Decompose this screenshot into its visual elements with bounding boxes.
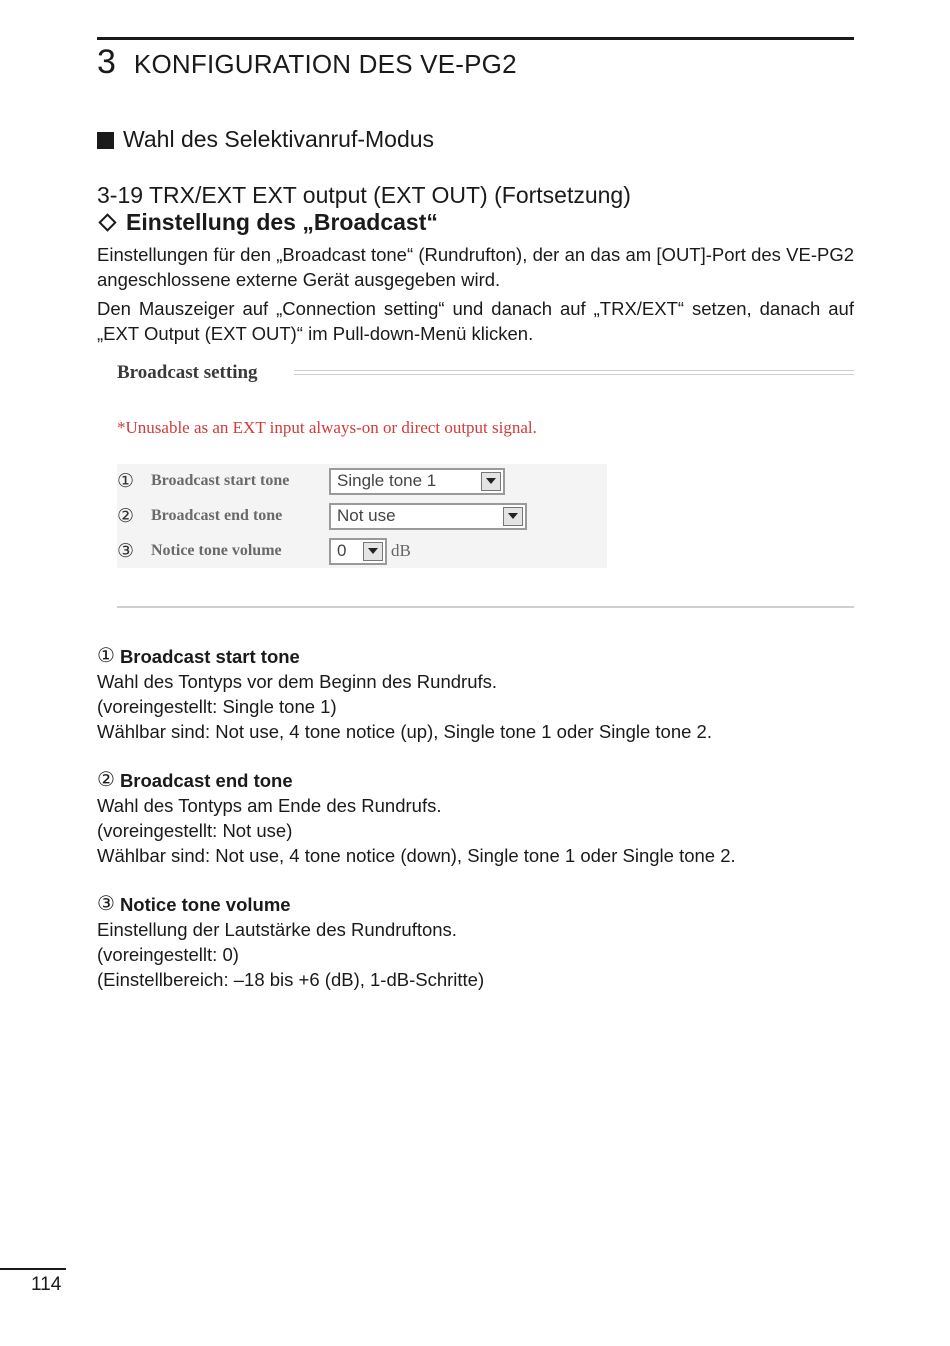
chevron-down-icon[interactable] <box>503 507 523 526</box>
square-bullet-icon <box>97 132 114 149</box>
chevron-down-icon[interactable] <box>481 472 501 491</box>
subsection-number-title: 3-19 TRX/EXT EXT output (EXT OUT) (Fortsetzung) <box>97 182 631 208</box>
section-heading <box>97 126 434 153</box>
screenshot-title: Broadcast setting <box>117 362 258 383</box>
item-line: Wählbar sind: Not use, 4 tone notice (down), Single tone 1 oder Single tone 2. <box>97 845 736 866</box>
setting-row-end-tone <box>117 501 527 531</box>
chapter-number: 3 <box>97 43 116 81</box>
item-number: ② <box>97 769 115 791</box>
item-heading <box>97 644 854 669</box>
instruction-paragraph: Den Mauszeiger auf „Connection setting“ und danach auf „TRX/EXT“ setzen, danach auf „EXT Output (EXT OUT)“ im Pull-down-Menü klicken. <box>97 298 854 344</box>
item-line: (voreingestellt: 0) <box>97 944 239 965</box>
row-label: Notice tone volume <box>151 542 282 559</box>
item-line: (Einstellbereich: –18 bis +6 (dB), 1-dB-Schritte) <box>97 969 485 990</box>
item-line: (voreingestellt: Not use) <box>97 820 293 841</box>
item-title: Notice tone volume <box>119 894 291 915</box>
item-number: ① <box>97 645 115 667</box>
broadcast-setting-screenshot <box>97 352 854 614</box>
item-number: ③ <box>97 893 115 915</box>
top-rule <box>97 37 854 40</box>
item-heading <box>97 768 854 793</box>
row-label: Broadcast end tone <box>151 507 283 524</box>
setting-row-volume <box>117 536 411 566</box>
item-notice-tone-volume <box>97 892 854 992</box>
broadcast-end-tone-select[interactable] <box>329 503 527 530</box>
item-line: Einstellung der Lautstärke des Rundruftons. <box>97 919 457 940</box>
subsection-heading <box>97 209 438 236</box>
row-number: ② <box>117 505 135 527</box>
select-value: 0 <box>337 541 347 560</box>
select-value: Not use <box>337 506 396 525</box>
item-line: Wählbar sind: Not use, 4 tone notice (up), Single tone 1 oder Single tone 2. <box>97 721 712 742</box>
select-value: Single tone 1 <box>337 471 437 490</box>
item-broadcast-start-tone <box>97 644 854 744</box>
item-line: (voreingestellt: Single tone 1) <box>97 696 337 717</box>
chapter-header <box>97 44 517 82</box>
footer-rule <box>0 1268 66 1270</box>
chevron-down-icon[interactable] <box>363 542 383 561</box>
subsection-title: Einstellung des „Broadcast“ <box>126 209 438 235</box>
intro-paragraph: Einstellungen für den „Broadcast tone“ (Rundrufton), der an das am [OUT]-Port des VE-PG2 angeschlossene externe Gerät ausgegeben wird. <box>97 244 854 290</box>
row-number: ③ <box>117 540 135 562</box>
item-line: Wahl des Tontyps am Ende des Rundrufs. <box>97 795 442 816</box>
section-title: Wahl des Selektivanruf-Modus <box>123 126 435 152</box>
row-label: Broadcast start tone <box>151 472 290 489</box>
item-line: Wahl des Tontyps vor dem Beginn des Rundrufs. <box>97 671 498 692</box>
screenshot-title-rule <box>294 370 854 375</box>
screenshot-bottom-rule <box>117 606 854 608</box>
volume-unit: dB <box>391 541 411 560</box>
diamond-bullet-icon <box>98 213 116 231</box>
item-title: Broadcast start tone <box>119 646 300 667</box>
item-broadcast-end-tone <box>97 768 854 868</box>
broadcast-start-tone-select[interactable] <box>329 468 505 495</box>
settings-panel <box>117 464 607 568</box>
item-heading <box>97 892 854 917</box>
page-number: 114 <box>31 1274 62 1295</box>
chapter-title: KONFIGURATION DES VE-PG2 <box>133 49 517 79</box>
item-title: Broadcast end tone <box>119 770 293 791</box>
screenshot-warning: *Unusable as an EXT input always-on or direct output signal. <box>117 418 537 437</box>
row-number: ① <box>117 470 135 492</box>
notice-tone-volume-select[interactable] <box>329 538 387 565</box>
setting-row-start-tone <box>117 466 505 496</box>
